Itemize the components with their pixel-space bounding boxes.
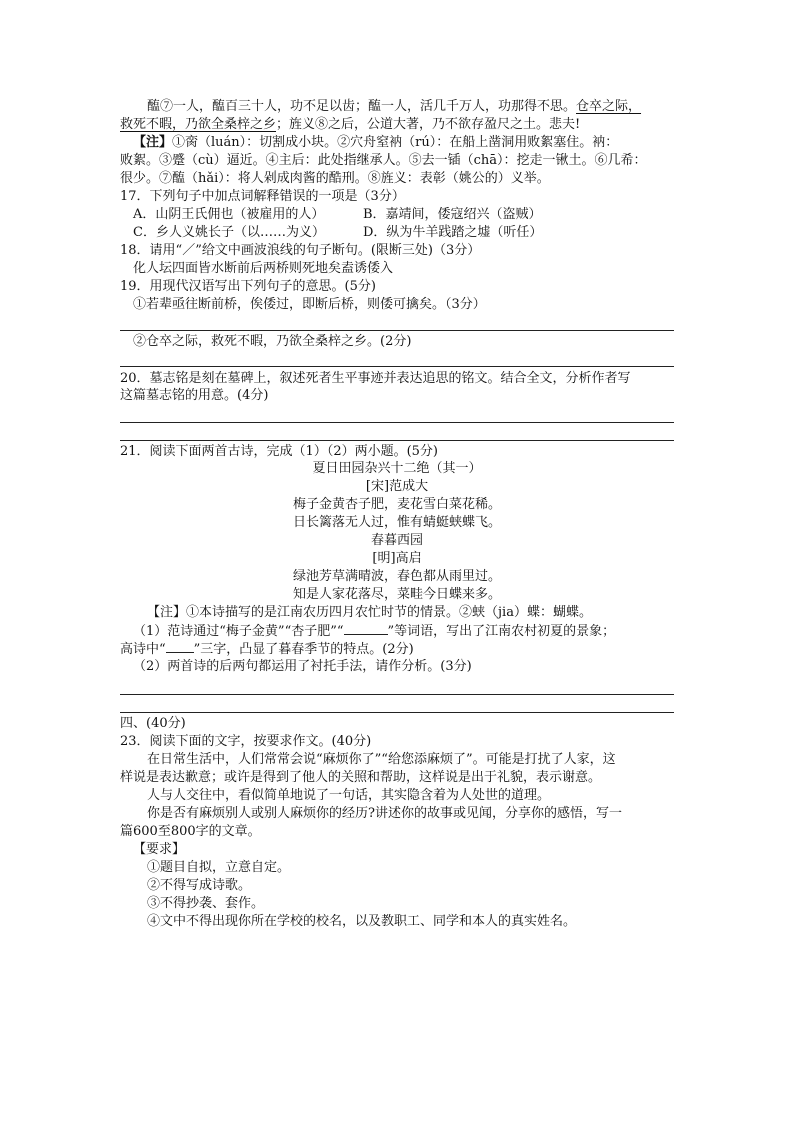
- q19-sentence-2: ②仓卒之际，救死不暇，乃欲全桑梓之乡。(2分): [133, 334, 412, 349]
- fill-blank[interactable]: [166, 640, 194, 653]
- answer-line[interactable]: [120, 366, 674, 367]
- q23-stem: 23．阅读下面的文字，按要求作文。(40分): [120, 734, 372, 749]
- q17-stem: 17．下列句子中加点词解释错误的一项是（3分）: [120, 189, 405, 204]
- requirement-4: ④文中不得出现你所在学校的校名，以及教职工、同学和本人的真实姓名。: [147, 914, 577, 929]
- poem2-author: [明]高启: [372, 551, 422, 566]
- q21-stem: 21．阅读下面两首古诗，完成（1）（2）两小题。(5分): [120, 444, 438, 459]
- q21-sub1-line-2: [120, 640, 414, 658]
- answer-line[interactable]: [120, 422, 674, 423]
- essay-prompt-line-4: 你是否有麻烦别人或别人麻烦你的经历?讲述你的故事或见闻，分享你的感悟，写一: [147, 806, 622, 821]
- poem2-title: 春暮西园: [370, 533, 423, 548]
- answer-line[interactable]: [120, 694, 674, 695]
- answer-line[interactable]: [120, 330, 674, 331]
- passage-text: 醢⑦一人，醢百三十人，功不足以齿；醢一人，活几千万人，功那得不思。: [147, 99, 577, 114]
- note-text: ①脔（luán）：切割成小块。②穴舟窒衲（rú）：在船上凿洞用败絮塞住。衲：: [172, 135, 619, 150]
- passage-line-1: [147, 98, 641, 115]
- q19-stem: 19．用现代汉语写出下列句子的意思。(5分): [120, 279, 376, 294]
- q17-option-a: A．山阴王氏佣也（被雇用的人）: [133, 207, 325, 222]
- requirement-1: ①题目自拟，立意自定。: [147, 860, 291, 875]
- poem1-author: [宋]范成大: [365, 479, 429, 494]
- q18-stem: 18．请用“／”给文中画波浪线的句子断句。(限断三处)（3分）: [120, 243, 481, 258]
- q17-option-b: B．嘉靖间，倭寇绍兴（盗贼）: [363, 207, 542, 222]
- passage-text: ；旌义⑧之后，公道大著，乃不欲存盈尺之土。悲夫!: [276, 117, 581, 132]
- sub1-text: （1）范诗通过“梅子金黄”“杏子肥”“: [133, 624, 344, 639]
- q18-sentence: 化人坛四面皆水断前后两桥则死地矣盍诱倭入: [133, 261, 394, 276]
- underlined-sentence-part: 仓卒之际，: [576, 99, 642, 114]
- q20-stem-line-2: 这篇墓志铭的用意。(4分): [120, 388, 269, 403]
- sub1-text: ”三字，凸显了暮春季节的特点。(2分): [193, 642, 414, 657]
- q21-sub1-line-1: [133, 622, 615, 640]
- poem1-line-1: 梅子金黄杏子肥，麦花雪白菜花稀。: [292, 497, 501, 512]
- section-heading: 四、(40分): [120, 716, 186, 731]
- essay-prompt-line-2: 样说是表达歉意；或许是得到了他人的关照和帮助，这样说是出于礼貌，表示谢意。: [120, 770, 602, 785]
- requirement-2: ②不得写成诗歌。: [147, 878, 252, 893]
- requirement-3: ③不得抄袭、套作。: [147, 896, 265, 911]
- poem2-line-1: 绿池芳草满晴波，春色都从雨里过。: [292, 569, 501, 584]
- essay-prompt-line-5: 篇600至800字的文章。: [120, 824, 261, 839]
- answer-line[interactable]: [120, 440, 674, 441]
- note-label: 【注】: [133, 135, 173, 150]
- q19-sentence-1: ①若辈亟往断前桥，俟倭过，即断后桥，则倭可擒矣。（3分）: [133, 297, 486, 312]
- poem1-title: 夏日田园杂兴十二绝（其一）: [312, 461, 482, 476]
- q17-option-d: D．纵为牛羊践踏之墟（听任）: [363, 225, 543, 240]
- essay-prompt-line-1: 在日常生活中，人们常常会说“麻烦你了”“给您添麻烦了”。可能是打扰了人家，这: [147, 752, 616, 767]
- poem1-line-2: 日长篱落无人过，惟有蜻蜓蛱蝶飞。: [292, 515, 501, 530]
- essay-prompt-line-3: 人与人交往中，看似简单地说了一句话，其实隐含着为人处世的道理。: [147, 788, 551, 803]
- passage-line-2: [120, 116, 580, 133]
- underlined-sentence-part: 救死不暇，乃欲全桑梓之乡: [120, 117, 277, 132]
- q17-option-c: C．乡人义姚长子（以……为义）: [133, 225, 325, 240]
- q20-stem-line-1: 20．墓志铭是刻在墓碑上，叙述死者生平事迹并表达追思的铭文。结合全文，分析作者写: [120, 371, 631, 386]
- answer-line[interactable]: [120, 712, 674, 713]
- passage-note-line-1: [133, 134, 618, 151]
- q21-note: 【注】①本诗描写的是江南农历四月农忙时节的情景。②蛱（jia）蝶：蝴蝶。: [147, 605, 592, 620]
- passage-note-line-2: 败絮。③蹙（cù）逼近。④主后：此处指继承人。⑤去一锸（chā）：挖走一锹土。⑥几希：: [120, 153, 647, 168]
- q21-sub2: （2）两首诗的后两句都运用了衬托手法，请作分析。(3分): [133, 659, 472, 674]
- requirements-label: 【要求】: [133, 842, 186, 857]
- sub1-text: 高诗中“: [120, 642, 166, 657]
- passage-note-line-3: 很少。⑦醢（hǎi）：将人剁成肉酱的酷刑。⑧旌义：表彰（姚公的）义举。: [120, 171, 550, 186]
- fill-blank[interactable]: [344, 622, 388, 635]
- sub1-text: ”等词语，写出了江南农村初夏的景象；: [387, 624, 616, 639]
- poem2-line-2: 知是人家花落尽，菜畦今日蝶来多。: [292, 587, 501, 602]
